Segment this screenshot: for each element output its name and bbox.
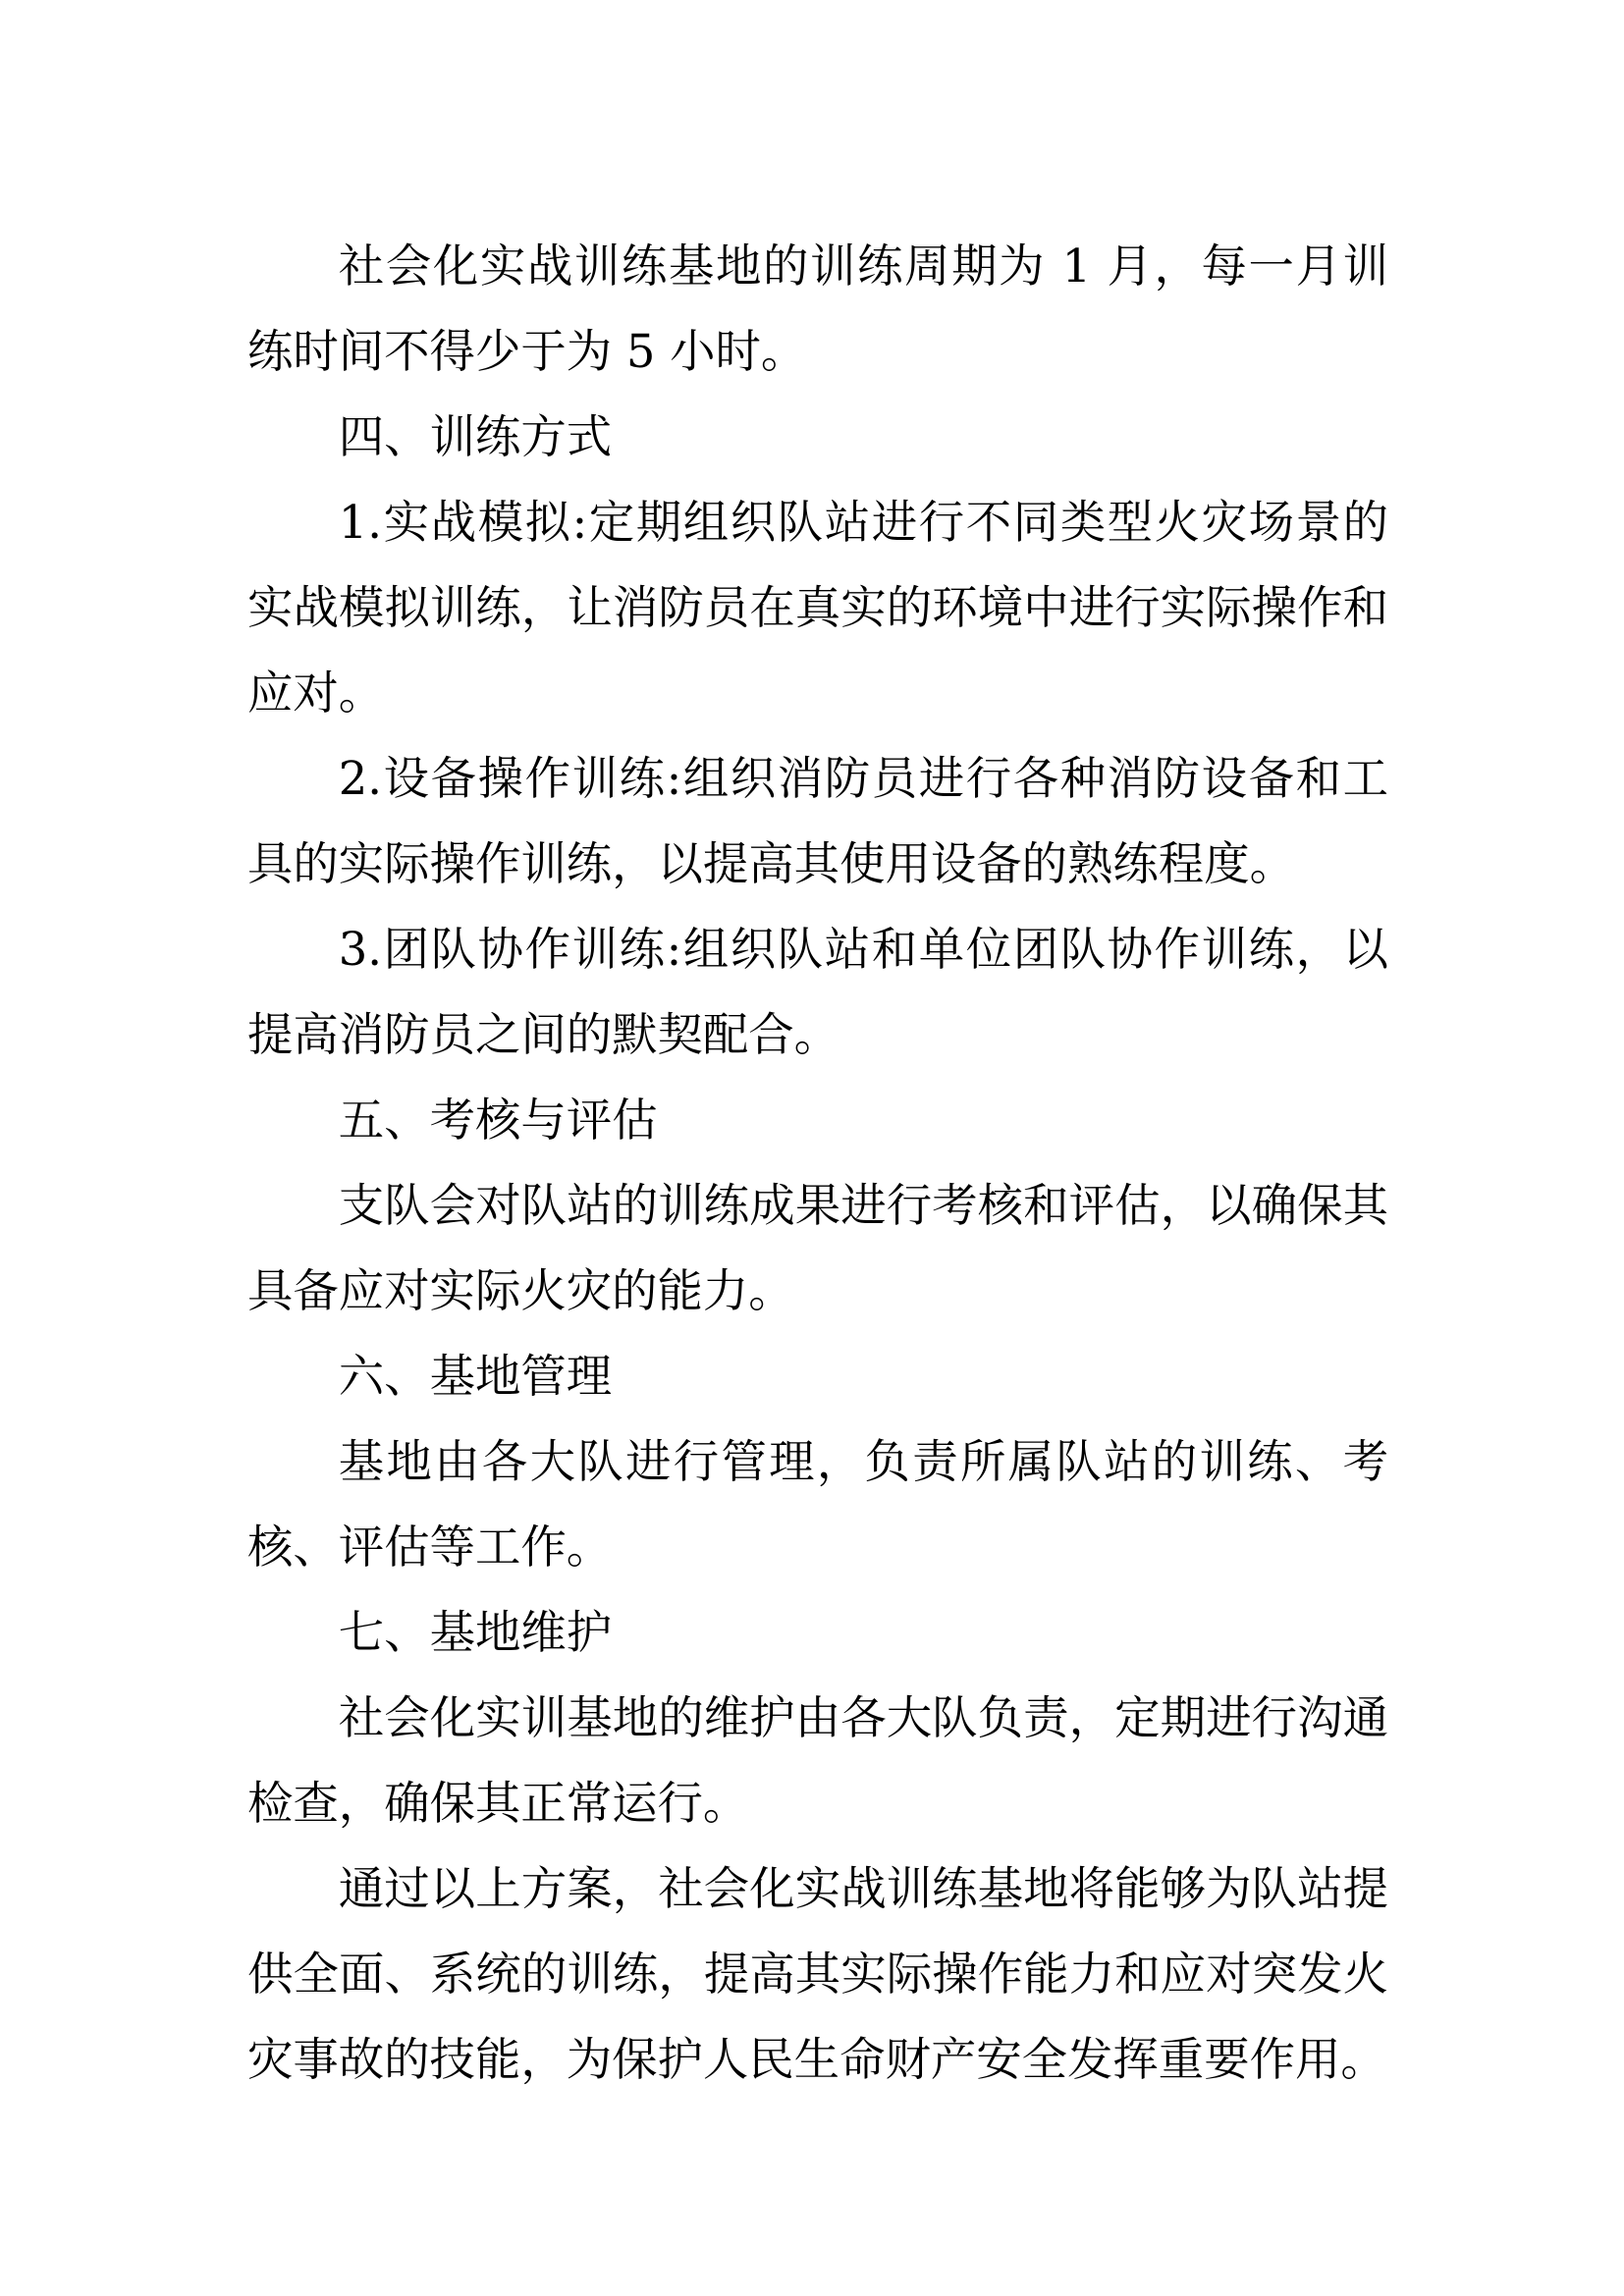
heading-base-maintenance: 七、基地维护 — [338, 1606, 613, 1659]
paragraph-method-3: 3.团队协作训练:组织队站和单位团队协作训练，以提高消防员之间的默契配合。 — [247, 923, 1388, 1061]
paragraph-conclusion: 通过以上方案，社会化实战训练基地将能够为队站提供全面、系统的训练，提高其实际操作能力和应对突发火灾事故的技能，为保护人民生命财产安全发挥重要作用。 — [247, 1862, 1388, 2086]
paragraph-base-maintenance: 社会化实训基地的维护由各大队负责，定期进行沟通检查，确保其正常运行。 — [247, 1691, 1388, 1830]
paragraph-method-2: 2.设备操作训练:组织消防员进行各种消防设备和工具的实际操作训练，以提高其使用设备的熟练程度。 — [247, 752, 1388, 890]
heading-base-management: 六、基地管理 — [338, 1350, 613, 1403]
document-body — [247, 224, 1388, 2103]
paragraph-base-management: 基地由各大队进行管理，负责所属队站的训练、考核、评估等工作。 — [247, 1435, 1388, 1574]
heading-assessment: 五、考核与评估 — [338, 1094, 658, 1147]
paragraph-assessment: 支队会对队站的训练成果进行考核和评估，以确保其具备应对实际火灾的能力。 — [247, 1179, 1388, 1317]
paragraph-method-1: 1.实战模拟:定期组织队站进行不同类型火灾场景的实战模拟训练，让消防员在真实的环境中进行实际操作和应对。 — [247, 496, 1388, 720]
paragraph-training-cycle: 社会化实战训练基地的训练周期为 1 月，每一月训练时间不得少于为 5 小时。 — [247, 240, 1388, 378]
heading-training-methods: 四、训练方式 — [338, 410, 613, 463]
